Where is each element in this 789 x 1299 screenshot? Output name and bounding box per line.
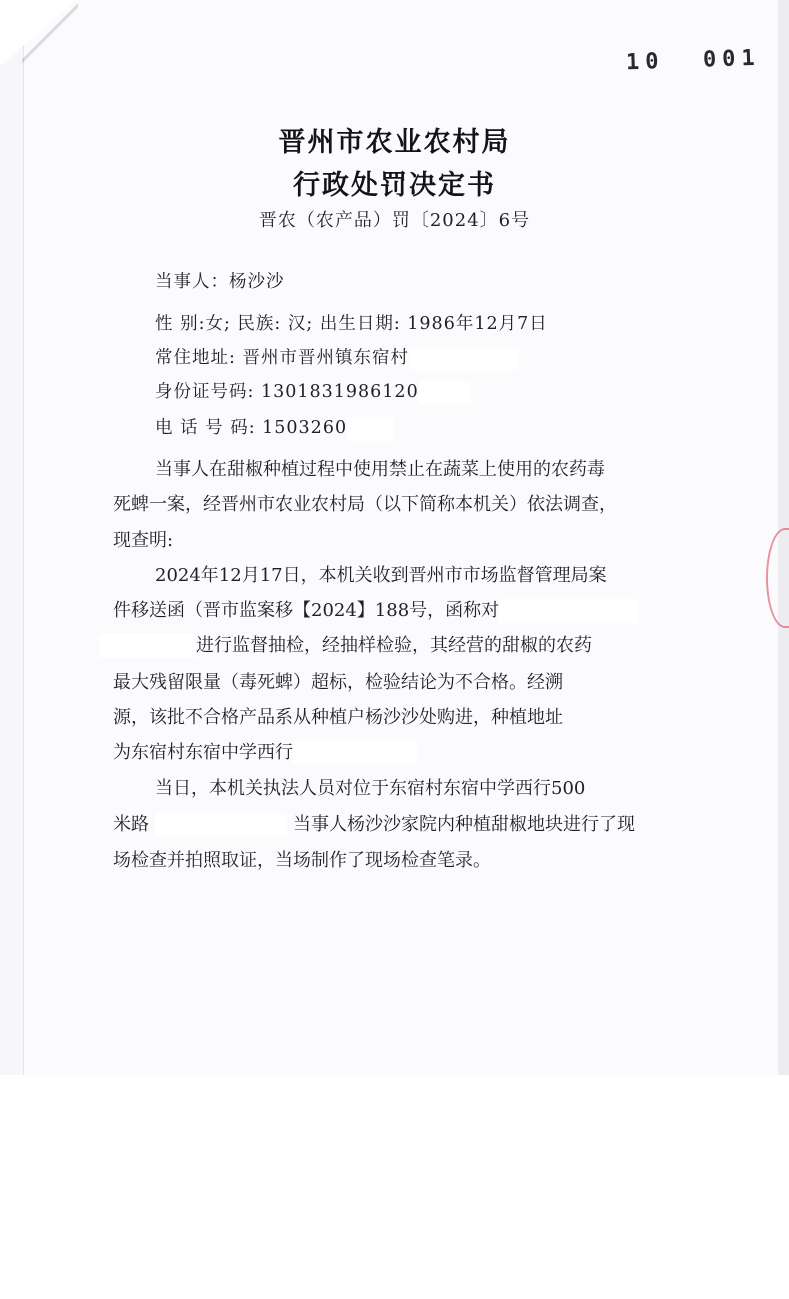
party-phone-text: 电 话 号 码: 1503260 — [155, 418, 348, 438]
redaction-box — [155, 813, 287, 837]
paragraph-2-line-2 — [113, 596, 639, 623]
party-phone-line — [155, 414, 393, 441]
paragraph-1-line-1: 当事人在甜椒种植过程中使用禁止在蔬菜上使用的农药毒 — [155, 459, 605, 480]
paragraph-2-line-3-text: 进行监督抽检，经抽样检验，其经营的甜椒的农药 — [196, 635, 592, 656]
redaction-box — [409, 347, 519, 371]
paragraph-2-line-2-text: 件移送函（晋市监案移【2024】188号，函称对 — [113, 600, 500, 621]
party-address-text: 常住地址: 晋州市晋州镇东宿村 — [155, 348, 409, 368]
document-title: 行政处罚决定书 — [293, 170, 496, 201]
redaction-box — [419, 381, 471, 405]
party-name-line: 当事人：杨沙沙 — [155, 272, 285, 292]
redaction-box — [347, 417, 393, 441]
paragraph-1-line-2: 死蜱一案，经晋州市农业农村局（以下简称本机关）依法调查， — [113, 494, 617, 515]
paragraph-3-line-3: 场检查并拍照取证，当场制作了现场检查笔录。 — [113, 850, 491, 871]
redaction-box — [293, 741, 417, 765]
paragraph-2-line-6 — [113, 738, 417, 765]
party-id-text: 身份证号码: 1301831986120 — [155, 382, 419, 402]
paragraph-3-line-2 — [113, 810, 635, 837]
party-id-line — [155, 378, 471, 405]
organization-title: 晋州市农业农村局 — [278, 127, 511, 158]
paragraph-2-line-5: 源，该批不合格产品系从种植户杨沙沙处购进，种植地址 — [113, 707, 563, 728]
paragraph-3-line-2-end: 当事人杨沙沙家院内种植甜椒地块进行了现 — [293, 814, 635, 835]
paragraph-2-line-4: 最大残留限量（毒死蜱）超标，检验结论为不合格。经溯 — [113, 672, 563, 693]
paragraph-3-line-2-start: 米路 — [113, 814, 149, 835]
page-number: 10 001 — [625, 45, 762, 76]
party-info-line: 性 别:女; 民族: 汉; 出生日期: 1986年12月7日 — [155, 314, 548, 334]
paragraph-3-line-1: 当日，本机关执法人员对位于东宿村东宿中学西行500 — [155, 778, 586, 799]
paragraph-2-line-1: 2024年12月17日，本机关收到晋州市市场监督管理局案 — [155, 565, 607, 586]
paragraph-1-line-3: 现查明: — [113, 530, 174, 551]
party-address-line — [155, 344, 519, 371]
redaction-box — [499, 599, 639, 623]
redaction-box — [100, 634, 196, 658]
paragraph-2-line-6-text: 为东宿村东宿中学西行 — [113, 742, 293, 763]
folded-corner-shadow — [22, 0, 78, 66]
document-number: 晋农（农产品）罚〔2024〕6号 — [258, 210, 531, 231]
paragraph-2-line-3 — [100, 631, 592, 658]
